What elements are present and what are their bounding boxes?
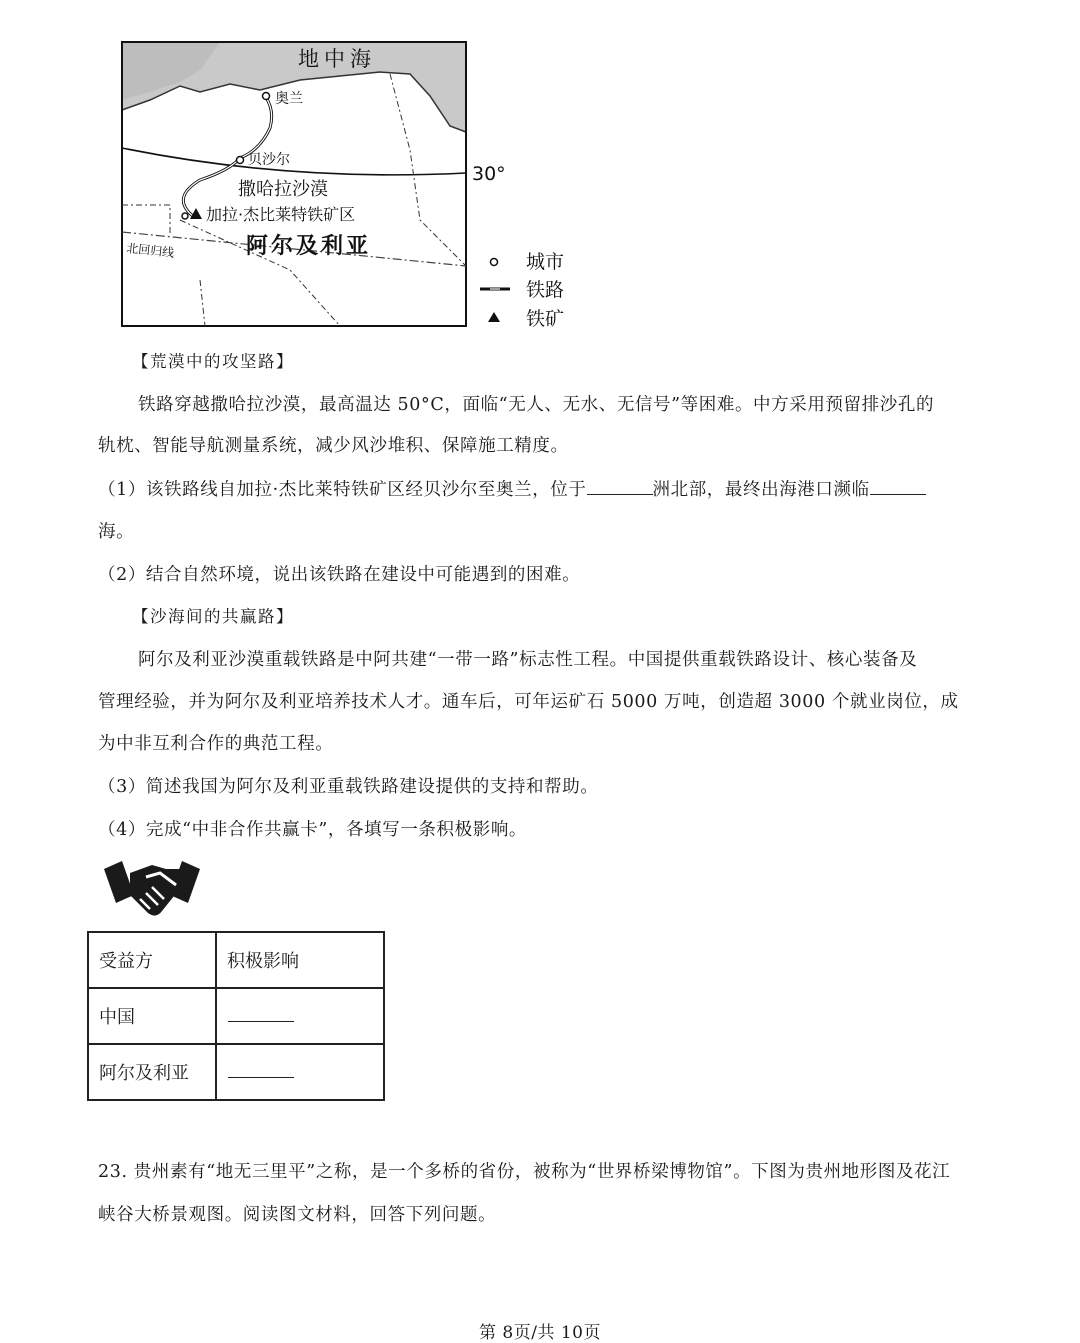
border-line — [200, 280, 205, 326]
sea-label: 地中海 — [298, 47, 376, 71]
table-header-impact: 积极影响 — [216, 932, 384, 988]
question-1-line2: 海。 — [98, 522, 135, 542]
answer-blank-china[interactable] — [228, 1005, 294, 1022]
table-cell-china-impact — [216, 988, 384, 1044]
question-3: （3）简述我国为阿尔及利亚重载铁路建设提供的支持和帮助。 — [98, 777, 599, 797]
table-cell-algeria: 阿尔及利亚 — [88, 1044, 216, 1100]
question-1 — [98, 476, 926, 501]
page-number: 第 8页/共 10页 — [479, 1323, 601, 1343]
algeria-railway-map — [110, 30, 590, 340]
legend-city-symbol — [491, 259, 498, 266]
mine-label: 加拉·杰比莱特铁矿区 — [206, 205, 356, 224]
question-1-text-b: 洲北部，最终出海港口濒临 — [652, 480, 870, 500]
question-1-text-a: （1）该铁路线自加拉·杰比莱特铁矿区经贝沙尔至奥兰，位于 — [98, 480, 587, 500]
legend-city-label: 城市 — [526, 251, 565, 273]
section2-paragraph-line1: 阿尔及利亚沙漠重载铁路是中阿共建“一带一路”标志性工程。中国提供重载铁路设计、核心装备及 — [138, 650, 918, 670]
section2-paragraph-line3: 为中非互利合作的典范工程。 — [98, 734, 334, 754]
win-win-card-table — [87, 931, 385, 1101]
table-header-beneficiary: 受益方 — [88, 932, 216, 988]
section1-paragraph-line2: 轨枕、智能导航测量系统，减少风沙堆积、保障施工精度。 — [98, 436, 569, 456]
handshake-icon — [100, 855, 204, 925]
city-bechar-label: 贝沙尔 — [248, 152, 290, 168]
table-row — [88, 1044, 384, 1100]
question-4: （4）完成“中非合作共赢卡”，各填写一条积极影响。 — [98, 820, 528, 840]
table-cell-algeria-impact — [216, 1044, 384, 1100]
legend-railway-label: 铁路 — [526, 279, 565, 301]
tropic-label: 北回归线 — [125, 241, 175, 261]
mine-city-marker — [182, 213, 188, 219]
city-bechar-marker — [237, 157, 244, 164]
map-svg — [110, 30, 590, 340]
latitude-30-line — [122, 148, 466, 175]
table-row — [88, 932, 384, 988]
answer-blank-sea[interactable] — [870, 478, 926, 495]
city-oran-marker — [263, 93, 270, 100]
question-23-line2: 峡谷大桥景观图。阅读图文材料，回答下列问题。 — [98, 1205, 497, 1225]
section1-paragraph-line1: 铁路穿越撒哈拉沙漠，最高温达 50°C，面临“无人、无水、无信号”等困难。中方采用预留排沙孔的 — [138, 395, 935, 415]
answer-blank-continent[interactable] — [587, 478, 653, 495]
legend-iron-ore-label: 铁矿 — [526, 308, 565, 330]
section2-title: 【沙海间的共赢路】 — [132, 607, 294, 626]
question-2: （2）结合自然环境，说出该铁路在建设中可能遇到的困难。 — [98, 565, 581, 585]
country-label: 阿尔及利亚 — [246, 234, 372, 259]
table-row — [88, 988, 384, 1044]
latitude-label: 30° — [472, 163, 506, 185]
section2-paragraph-line2: 管理经验，并为阿尔及利亚培养技术人才。通车后，可年运矿石 5000 万吨，创造超 3000 个就业岗位，成 — [98, 692, 959, 712]
border-line — [122, 205, 170, 235]
section1-title: 【荒漠中的攻坚路】 — [132, 352, 294, 371]
legend-iron-ore-symbol — [488, 312, 500, 322]
question-23-line1: 23. 贵州素有“地无三里平”之称，是一个多桥的省份，被称为“世界桥梁博物馆”。下图为贵州地形图及花江 — [98, 1162, 951, 1182]
city-oran-label: 奥兰 — [275, 91, 303, 107]
table-cell-china: 中国 — [88, 988, 216, 1044]
desert-label: 撒哈拉沙漠 — [238, 179, 328, 200]
answer-blank-algeria[interactable] — [228, 1061, 294, 1078]
